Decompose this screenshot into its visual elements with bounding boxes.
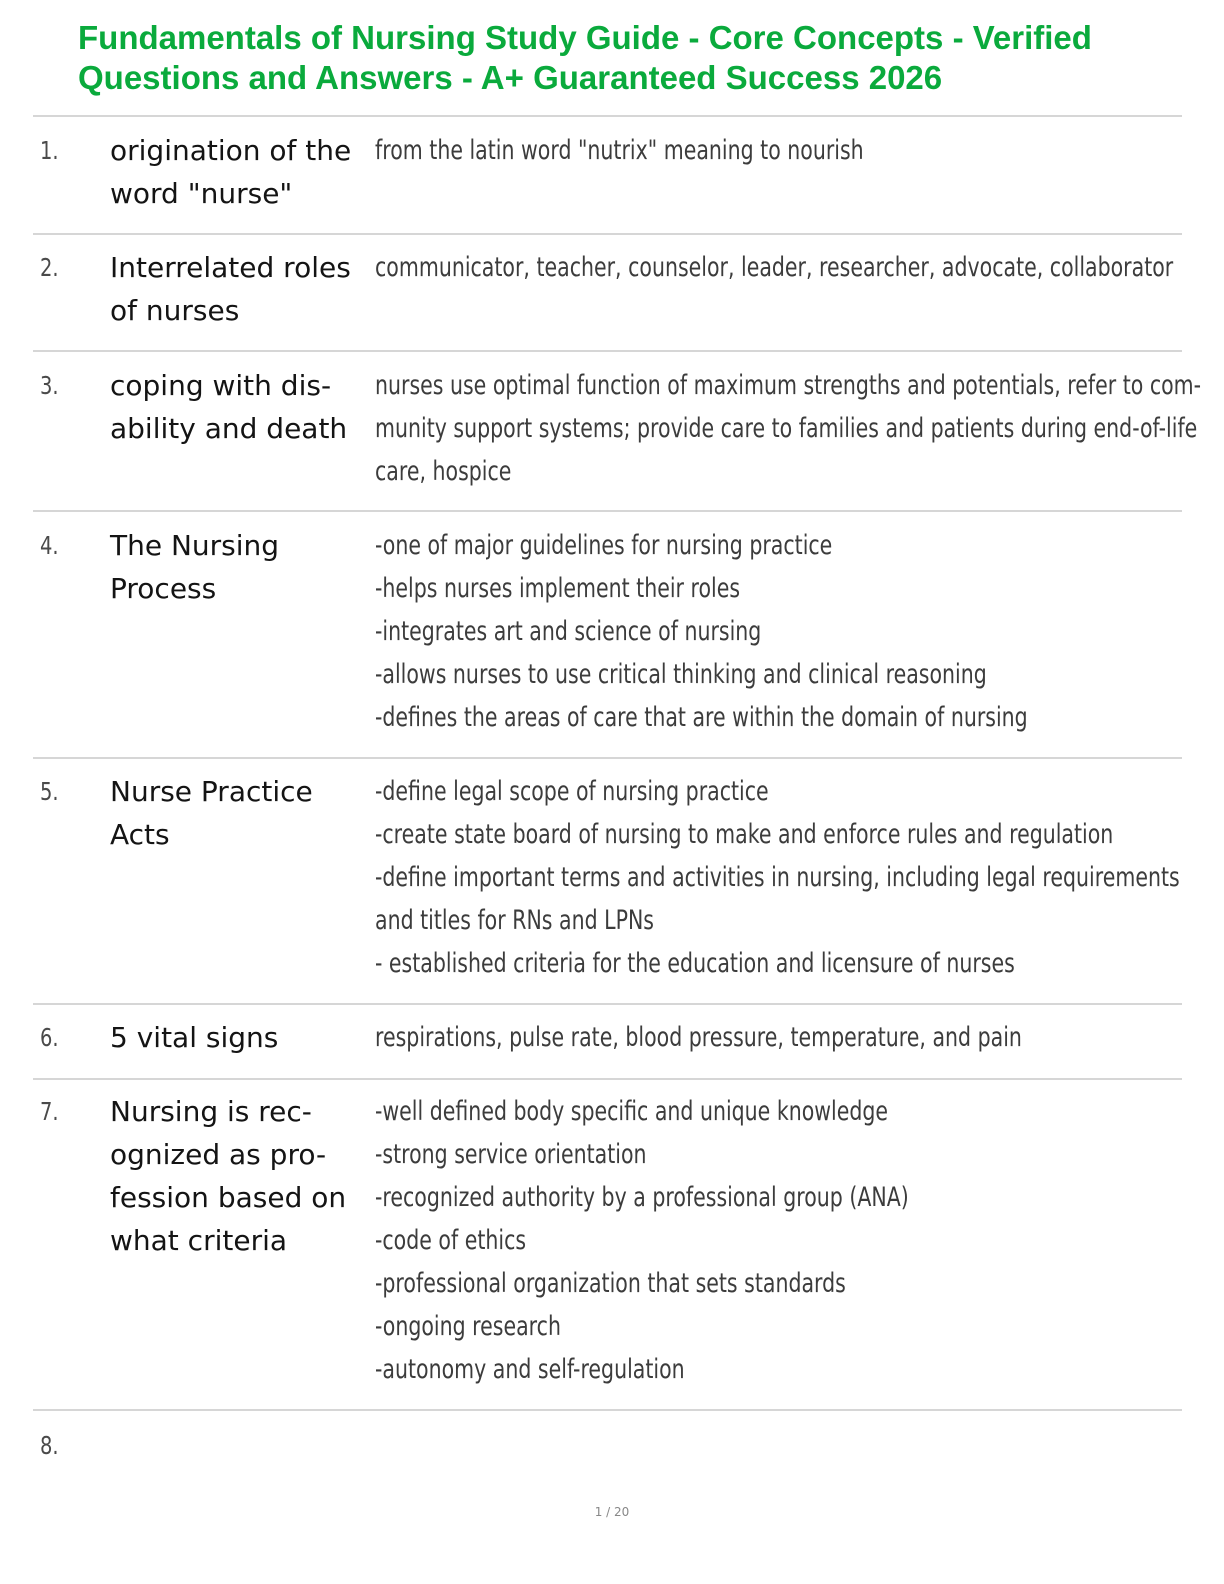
- card-number: 5.: [40, 777, 59, 806]
- divider: [33, 510, 1182, 512]
- card-number: 2.: [40, 253, 59, 282]
- divider: [33, 350, 1182, 352]
- definition-line: nurses use optimal function of maximum strengths and potentials, refer to com-: [375, 370, 1202, 401]
- definition-line: -ongoing research: [375, 1311, 561, 1342]
- divider: [33, 757, 1182, 759]
- card-term: [110, 246, 372, 332]
- definition-line: -create state board of nursing to make and enforce rules and regulation: [375, 819, 1114, 850]
- card-term: [110, 1016, 372, 1059]
- definition-line: -helps nurses implement their roles: [375, 573, 741, 604]
- card-definition: [375, 524, 1165, 739]
- definition-line: -allows nurses to use critical thinking and clinical reasoning: [375, 659, 987, 690]
- card-number: 4.: [40, 531, 59, 560]
- definition-line: -well defined body specific and unique knowledge: [375, 1096, 889, 1127]
- card-term: [110, 129, 372, 215]
- term-line: Process: [110, 572, 217, 605]
- definition-line: -professional organization that sets standards: [375, 1268, 846, 1299]
- definition-line: - established criteria for the education and licensure of nurses: [375, 948, 1015, 979]
- card-term: [110, 770, 372, 856]
- definition-line: -autonomy and self-regulation: [375, 1354, 685, 1385]
- card-number: 7.: [40, 1097, 59, 1126]
- card-term: [110, 524, 372, 610]
- definition-line: from the latin word "nutrix" meaning to nourish: [375, 135, 864, 166]
- document-title: [78, 18, 1198, 98]
- card-term: [110, 1090, 372, 1262]
- definition-line: -recognized authority by a professional group (ANA): [375, 1182, 909, 1213]
- page-indicator: 1 / 20: [594, 1505, 630, 1519]
- card-definition: [375, 1090, 1165, 1391]
- definition-line: -strong service orientation: [375, 1139, 647, 1170]
- term-line: word "nurse": [110, 177, 293, 210]
- definition-line: care, hospice: [375, 456, 512, 487]
- term-line: ability and death: [110, 412, 348, 445]
- term-line: what criteria: [110, 1224, 288, 1257]
- card-number: 1.: [40, 136, 59, 165]
- definition-line: communicator, teacher, counselor, leader, researcher, advocate, collaborator: [375, 252, 1174, 283]
- term-line: Interrelated roles: [110, 251, 351, 284]
- card-definition: [375, 246, 1174, 289]
- definition-line: -defines the areas of care that are within the domain of nursing: [375, 702, 1028, 733]
- divider: [33, 233, 1182, 235]
- card-number: 8.: [40, 1431, 59, 1460]
- divider: [33, 115, 1182, 117]
- term-line: ognized as pro-: [110, 1138, 327, 1171]
- definition-line: and titles for RNs and LPNs: [375, 905, 655, 936]
- term-line: Nursing is rec-: [110, 1095, 312, 1128]
- term-line: 5 vital signs: [110, 1021, 279, 1054]
- term-line: origination of the: [110, 134, 352, 167]
- term-line: Nurse Practice: [110, 775, 313, 808]
- term-line: fession based on: [110, 1181, 347, 1214]
- term-line: of nurses: [110, 294, 240, 327]
- definition-line: -code of ethics: [375, 1225, 527, 1256]
- document-title-line-2: Questions and Answers - A+ Guaranteed Success 2026: [78, 59, 943, 96]
- definition-line: -define legal scope of nursing practice: [375, 776, 769, 807]
- definition-line: -one of major guidelines for nursing practice: [375, 530, 833, 561]
- term-line: The Nursing: [110, 529, 280, 562]
- card-definition: [375, 129, 1165, 172]
- document-title-line-1: Fundamentals of Nursing Study Guide - Core Concepts - Verified: [78, 19, 1092, 56]
- card-number: 6.: [40, 1023, 59, 1052]
- card-definition: [375, 770, 1180, 985]
- card-definition: [375, 364, 1202, 493]
- divider: [33, 1003, 1182, 1005]
- definition-line: -define important terms and activities in nursing, including legal requirements: [375, 862, 1180, 893]
- card-term: [110, 364, 372, 450]
- card-definition: [375, 1016, 1165, 1059]
- card-number: 3.: [40, 371, 59, 400]
- term-line: coping with dis-: [110, 369, 332, 402]
- term-line: Acts: [110, 818, 170, 851]
- definition-line: -integrates art and science of nursing: [375, 616, 762, 647]
- divider: [33, 1078, 1182, 1080]
- definition-line: respirations, pulse rate, blood pressure, temperature, and pain: [375, 1022, 1022, 1053]
- divider: [33, 1409, 1182, 1411]
- definition-line: munity support systems; provide care to families and patients during end-of-life: [375, 413, 1198, 444]
